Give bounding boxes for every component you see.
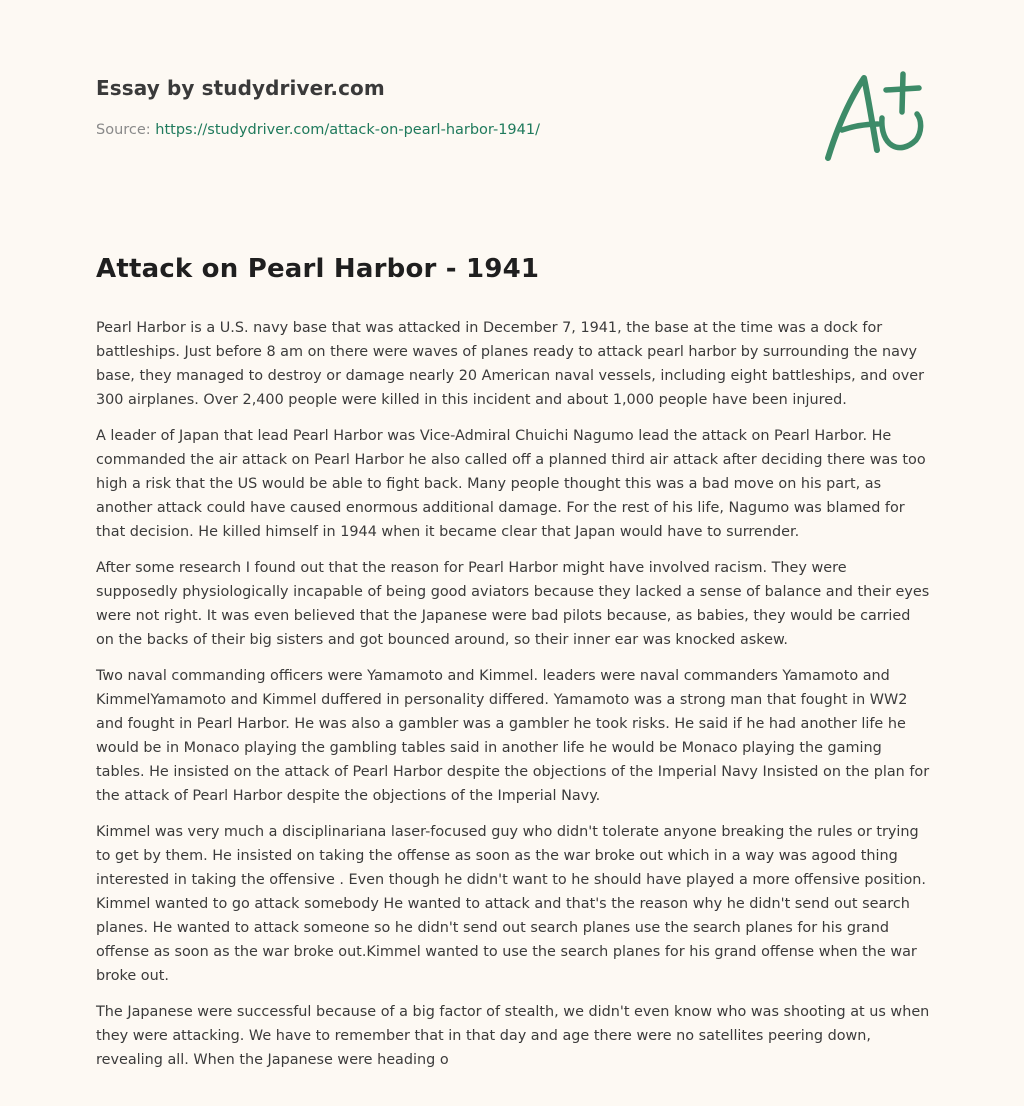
- essay-title: Attack on Pearl Harbor - 1941: [96, 254, 540, 284]
- source-label: Source:: [96, 122, 156, 138]
- paragraph: A leader of Japan that lead Pearl Harbor was Vice-Admiral Chuichi Nagumo lead the attack on Pearl Harbor. He commanded the air attack on Pearl Harbor he also called off a planned third air attack after deciding there was too high a risk that the US would be able to fight back. Many people thought this was a bad move on his part, as another attack could have caused enormous additional damage. For the rest of his life, Nagumo was blamed for that decision. He killed himself in 1944 when it became clear that Japan would have to surrender.: [96, 428, 926, 540]
- paragraph: The Japanese were successful because of a big factor of stealth, we didn't even know who was shooting at us when they were attacking. We have to remember that in that day and age there were no satellites peering down, revealing all. When the Japanese were heading o: [96, 1004, 930, 1068]
- paragraph: Pearl Harbor is a U.S. navy base that was attacked in December 7, 1941, the base at the time was a dock for battleships. Just before 8 am on there were waves of planes ready to attack pearl harbor by surrounding the navy base, they managed to destroy or damage nearly 20 American naval vessels, including eight battleships, and over 300 airplanes. Over 2,400 people were killed in this incident and about 1,000 people have been injured.: [96, 320, 925, 408]
- source-link[interactable]: https://studydriver.com/attack-on-pearl-harbor-1941/: [155, 122, 540, 138]
- essay-body: [96, 316, 930, 1084]
- paragraph: After some research I found out that the reason for Pearl Harbor might have involved racism. They were supposedly physiologically incapable of being good aviators because they lacked a sense of balance and their eyes were not right. It was even believed that the Japanese were bad pilots because, as babies, they would be carried on the backs of their big sisters and got bounced around, so their inner ear was knocked askew.: [96, 560, 930, 648]
- essay-header: [96, 76, 796, 138]
- paragraph: Kimmel was very much a disciplinariana laser-focused guy who didn't tolerate anyone breaking the rules or trying to get by them. He insisted on taking the offense as soon as the war broke out which in a way was agood thing interested in taking the offensive . Even though he didn't want to he should have played a more offensive position. Kimmel wanted to go attack somebody He wanted to attack and that's the reason why he didn't send out search planes. He wanted to attack someone so he didn't send out search planes use the search planes for his grand offense as soon as the war broke out.Kimmel wanted to use the search planes for his grand offense when the war broke out.: [96, 824, 926, 984]
- a-plus-logo-icon: [822, 66, 926, 166]
- source-line: [96, 122, 796, 138]
- brand-title: Essay by studydriver.com: [96, 76, 385, 100]
- paragraph: Two naval commanding officers were Yamamoto and Kimmel. leaders were naval commanders Yamamoto and KimmelYamamoto and Kimmel duffered in personality differed. Yamamoto was a strong man that fought in WW2 and fought in Pearl Harbor. He was also a gambler was a gambler he took risks. He said if he had another life he would be in Monaco playing the gambling tables said in another life he would be Monaco playing the gaming tables. He insisted on the attack of Pearl Harbor despite the objections of the Imperial Navy Insisted on the plan for the attack of Pearl Harbor despite the objections of the Imperial Navy.: [96, 668, 930, 804]
